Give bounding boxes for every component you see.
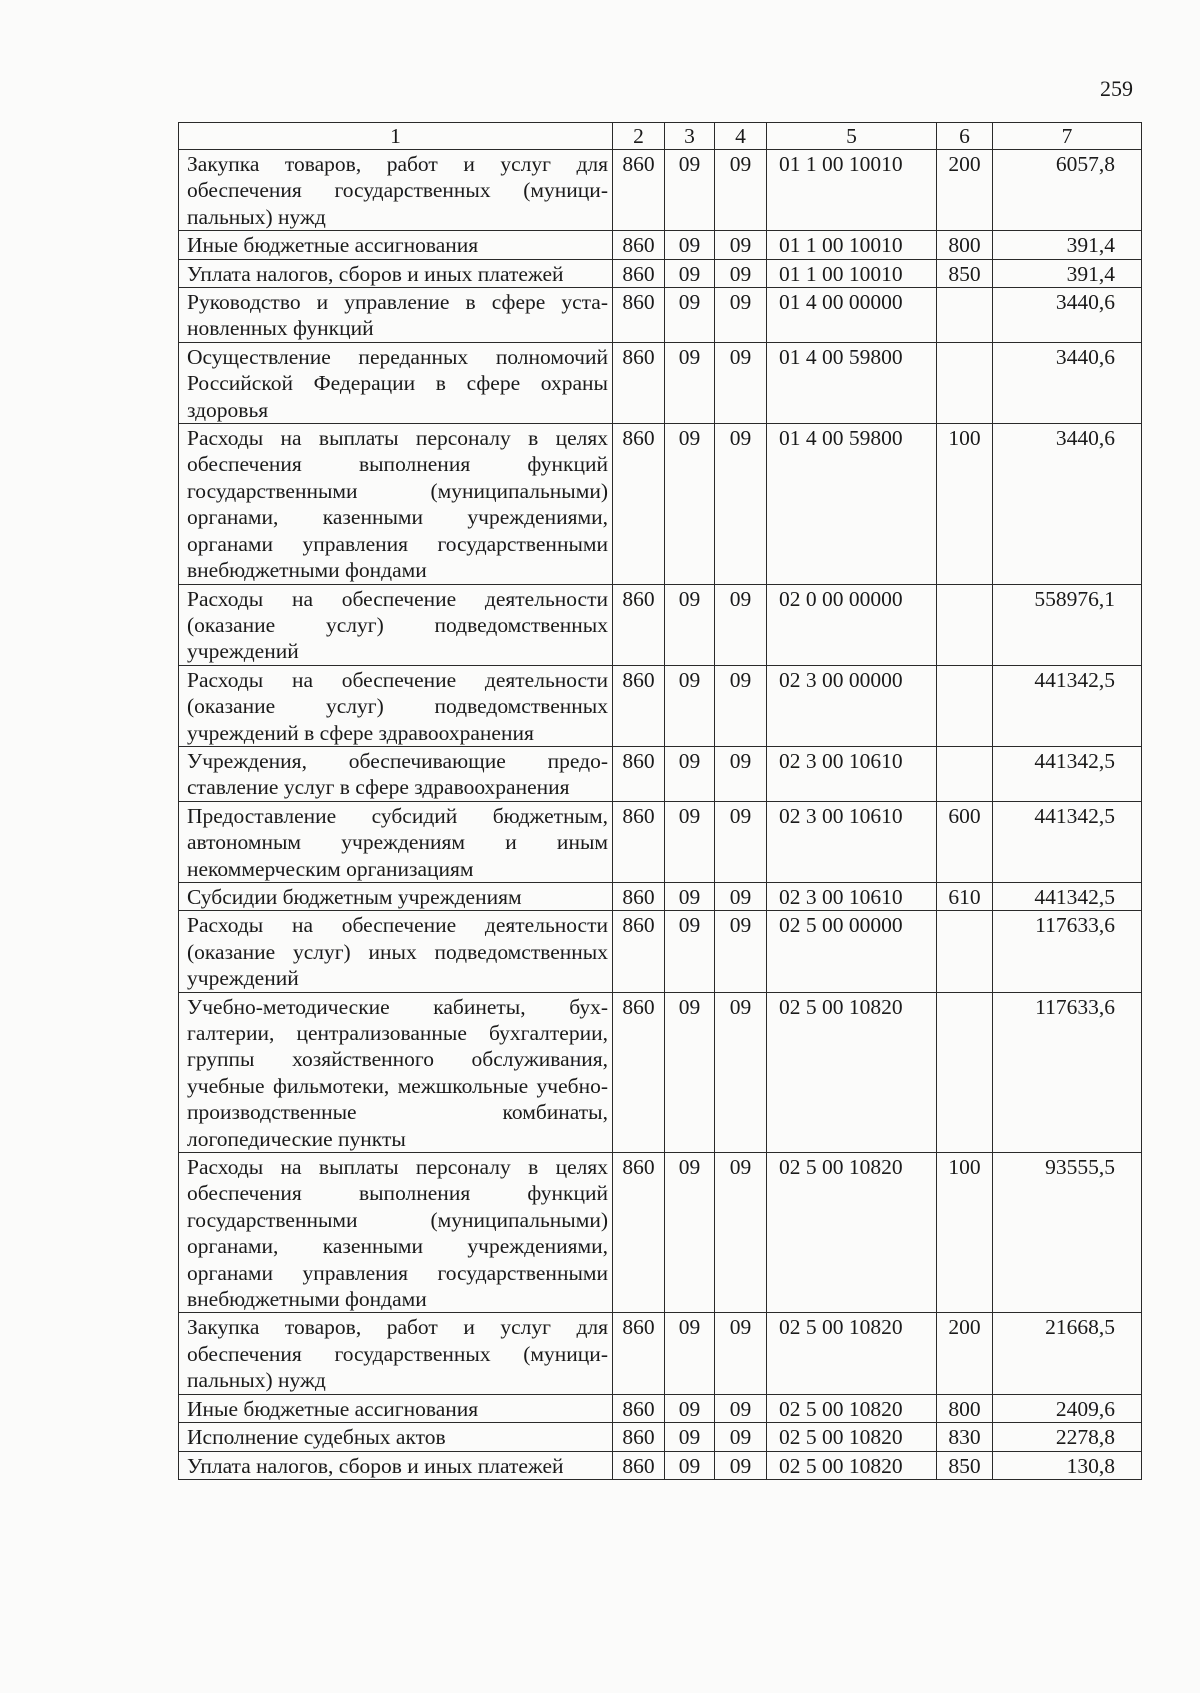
expense-name-cell: Закупка товаров, работ и услуг для обеспечения государственных (муниципальных) нужд [179, 1313, 613, 1394]
expense-type-cell: 100 [937, 1153, 993, 1313]
section-code-cell: 09 [665, 231, 715, 259]
target-article-cell: 02 3 00 10610 [767, 801, 937, 882]
table-row [179, 231, 1142, 259]
amount-cell: 117633,6 [993, 992, 1142, 1152]
ministry-code-cell: 860 [613, 1313, 665, 1394]
expense-type-cell: 800 [937, 1394, 993, 1422]
ministry-code-cell: 860 [613, 1394, 665, 1422]
subsection-code-cell: 09 [715, 1153, 767, 1313]
target-article-cell: 01 4 00 59800 [767, 424, 937, 584]
expense-type-cell: 610 [937, 882, 993, 910]
ministry-code-cell: 860 [613, 1451, 665, 1479]
table-row [179, 882, 1142, 910]
table-row [179, 1451, 1142, 1479]
column-header-1: 1 [179, 123, 613, 150]
target-article-cell: 02 0 00 00000 [767, 584, 937, 665]
amount-cell: 391,4 [993, 259, 1142, 287]
subsection-code-cell: 09 [715, 424, 767, 584]
amount-cell: 130,8 [993, 1451, 1142, 1479]
amount-cell: 3440,6 [993, 288, 1142, 343]
section-code-cell: 09 [665, 259, 715, 287]
section-code-cell: 09 [665, 746, 715, 801]
subsection-code-cell: 09 [715, 992, 767, 1152]
expense-name-cell: Предоставление субсидий бюджетным, автономным учреждениям и иным некоммерческим организациям [179, 801, 613, 882]
expense-type-cell [937, 288, 993, 343]
column-header-5: 5 [767, 123, 937, 150]
amount-cell: 117633,6 [993, 911, 1142, 992]
target-article-cell: 01 1 00 10010 [767, 231, 937, 259]
expense-type-cell: 830 [937, 1423, 993, 1451]
expense-name-cell: Расходы на обеспечение деятельности (оказание услуг) подведомственных учреждений [179, 584, 613, 665]
section-code-cell: 09 [665, 882, 715, 910]
ministry-code-cell: 860 [613, 1423, 665, 1451]
subsection-code-cell: 09 [715, 665, 767, 746]
expense-name-cell: Уплата налогов, сборов и иных платежей [179, 1451, 613, 1479]
expense-type-cell: 600 [937, 801, 993, 882]
column-header-3: 3 [665, 123, 715, 150]
ministry-code-cell: 860 [613, 231, 665, 259]
expense-type-cell [937, 992, 993, 1152]
table-body [179, 150, 1142, 1480]
table-row [179, 259, 1142, 287]
expense-type-cell [937, 746, 993, 801]
expense-name-cell: Осуществление переданных полномочий Российской Федерации в сфере охраны здоровья [179, 342, 613, 423]
expense-type-cell [937, 342, 993, 423]
amount-cell: 441342,5 [993, 882, 1142, 910]
ministry-code-cell: 860 [613, 150, 665, 231]
target-article-cell: 02 3 00 00000 [767, 665, 937, 746]
subsection-code-cell: 09 [715, 1313, 767, 1394]
amount-cell: 2409,6 [993, 1394, 1142, 1422]
ministry-code-cell: 860 [613, 746, 665, 801]
subsection-code-cell: 09 [715, 1451, 767, 1479]
section-code-cell: 09 [665, 342, 715, 423]
expense-type-cell: 800 [937, 231, 993, 259]
subsection-code-cell: 09 [715, 288, 767, 343]
ministry-code-cell: 860 [613, 259, 665, 287]
column-header-2: 2 [613, 123, 665, 150]
target-article-cell: 02 5 00 10820 [767, 992, 937, 1152]
target-article-cell: 01 4 00 59800 [767, 342, 937, 423]
column-header-4: 4 [715, 123, 767, 150]
ministry-code-cell: 860 [613, 911, 665, 992]
amount-cell: 6057,8 [993, 150, 1142, 231]
ministry-code-cell: 860 [613, 665, 665, 746]
table-row [179, 746, 1142, 801]
expense-type-cell [937, 584, 993, 665]
expense-name-cell: Субсидии бюджетным учреждениям [179, 882, 613, 910]
table-row [179, 801, 1142, 882]
section-code-cell: 09 [665, 801, 715, 882]
expense-type-cell: 200 [937, 1313, 993, 1394]
table-row [179, 1153, 1142, 1313]
subsection-code-cell: 09 [715, 1423, 767, 1451]
amount-cell: 93555,5 [993, 1153, 1142, 1313]
expense-type-cell [937, 911, 993, 992]
expense-name-cell: Руководство и управление в сфере установленных функций [179, 288, 613, 343]
subsection-code-cell: 09 [715, 746, 767, 801]
target-article-cell: 02 5 00 10820 [767, 1423, 937, 1451]
section-code-cell: 09 [665, 424, 715, 584]
section-code-cell: 09 [665, 584, 715, 665]
header-row [179, 123, 1142, 150]
target-article-cell: 02 5 00 10820 [767, 1394, 937, 1422]
expense-name-cell: Закупка товаров, работ и услуг для обеспечения государственных (муниципальных) нужд [179, 150, 613, 231]
expense-name-cell: Уплата налогов, сборов и иных платежей [179, 259, 613, 287]
table-row [179, 424, 1142, 584]
section-code-cell: 09 [665, 992, 715, 1152]
ministry-code-cell: 860 [613, 801, 665, 882]
target-article-cell: 02 5 00 00000 [767, 911, 937, 992]
amount-cell: 441342,5 [993, 801, 1142, 882]
target-article-cell: 01 4 00 00000 [767, 288, 937, 343]
amount-cell: 441342,5 [993, 746, 1142, 801]
subsection-code-cell: 09 [715, 882, 767, 910]
subsection-code-cell: 09 [715, 801, 767, 882]
amount-cell: 441342,5 [993, 665, 1142, 746]
expense-name-cell: Расходы на выплаты персоналу в целях обеспечения выполнения функций государственными (муниципальными) органами, казенными учреждениями, органами управления государственными внебюджетными фондами [179, 1153, 613, 1313]
amount-cell: 21668,5 [993, 1313, 1142, 1394]
ministry-code-cell: 860 [613, 342, 665, 423]
ministry-code-cell: 860 [613, 288, 665, 343]
expense-type-cell: 850 [937, 259, 993, 287]
table-row [179, 992, 1142, 1152]
subsection-code-cell: 09 [715, 584, 767, 665]
expense-name-cell: Расходы на обеспечение деятельности (оказание услуг) подведомственных учреждений в сфере здравоохранения [179, 665, 613, 746]
amount-cell: 391,4 [993, 231, 1142, 259]
section-code-cell: 09 [665, 1423, 715, 1451]
section-code-cell: 09 [665, 288, 715, 343]
expense-type-cell: 200 [937, 150, 993, 231]
expense-name-cell: Расходы на обеспечение деятельности (оказание услуг) иных подведомственных учреждений [179, 911, 613, 992]
section-code-cell: 09 [665, 911, 715, 992]
amount-cell: 3440,6 [993, 342, 1142, 423]
ministry-code-cell: 860 [613, 992, 665, 1152]
expense-name-cell: Расходы на выплаты персоналу в целях обеспечения выполнения функций государственными (муниципальными) органами, казенными учреждениями, органами управления государственными внебюджетными фондами [179, 424, 613, 584]
target-article-cell: 02 5 00 10820 [767, 1451, 937, 1479]
subsection-code-cell: 09 [715, 231, 767, 259]
ministry-code-cell: 860 [613, 424, 665, 584]
table-row [179, 342, 1142, 423]
expense-name-cell: Иные бюджетные ассигнования [179, 1394, 613, 1422]
table-row [179, 1394, 1142, 1422]
subsection-code-cell: 09 [715, 911, 767, 992]
amount-cell: 558976,1 [993, 584, 1142, 665]
expense-type-cell: 100 [937, 424, 993, 584]
ministry-code-cell: 860 [613, 1153, 665, 1313]
table-row [179, 150, 1142, 231]
column-header-6: 6 [937, 123, 993, 150]
section-code-cell: 09 [665, 665, 715, 746]
section-code-cell: 09 [665, 150, 715, 231]
subsection-code-cell: 09 [715, 342, 767, 423]
expense-name-cell: Учреждения, обеспечивающие предоставление услуг в сфере здравоохранения [179, 746, 613, 801]
ministry-code-cell: 860 [613, 584, 665, 665]
table-row [179, 665, 1142, 746]
section-code-cell: 09 [665, 1394, 715, 1422]
target-article-cell: 02 5 00 10820 [767, 1153, 937, 1313]
budget-table [178, 122, 1142, 1480]
table-row [179, 288, 1142, 343]
target-article-cell: 02 3 00 10610 [767, 746, 937, 801]
subsection-code-cell: 09 [715, 1394, 767, 1422]
column-header-7: 7 [993, 123, 1142, 150]
target-article-cell: 02 5 00 10820 [767, 1313, 937, 1394]
section-code-cell: 09 [665, 1313, 715, 1394]
expense-name-cell: Исполнение судебных актов [179, 1423, 613, 1451]
table-row [179, 911, 1142, 992]
target-article-cell: 02 3 00 10610 [767, 882, 937, 910]
expense-name-cell: Учебно-методические кабинеты, бухгалтерии, централизованные бухгалтерии, группы хозяйственного обслуживания, учебные фильмотеки, межшкольные учебно-производственные комбинаты, логопедические пункты [179, 992, 613, 1152]
target-article-cell: 01 1 00 10010 [767, 259, 937, 287]
expense-name-cell: Иные бюджетные ассигнования [179, 231, 613, 259]
target-article-cell: 01 1 00 10010 [767, 150, 937, 231]
table-row [179, 1423, 1142, 1451]
page-number: 259 [1100, 76, 1133, 101]
section-code-cell: 09 [665, 1451, 715, 1479]
table-row [179, 584, 1142, 665]
amount-cell: 2278,8 [993, 1423, 1142, 1451]
subsection-code-cell: 09 [715, 150, 767, 231]
section-code-cell: 09 [665, 1153, 715, 1313]
subsection-code-cell: 09 [715, 259, 767, 287]
expense-type-cell [937, 665, 993, 746]
ministry-code-cell: 860 [613, 882, 665, 910]
amount-cell: 3440,6 [993, 424, 1142, 584]
table-row [179, 1313, 1142, 1394]
expense-type-cell: 850 [937, 1451, 993, 1479]
